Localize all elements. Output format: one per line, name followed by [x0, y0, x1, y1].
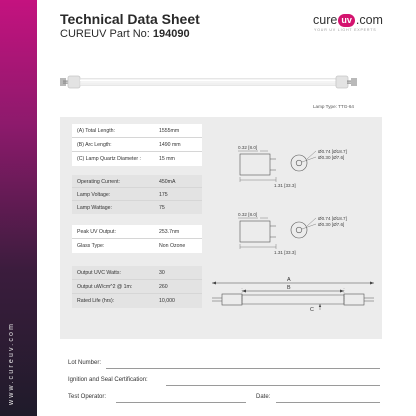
base-diagram-middle — [228, 202, 378, 262]
table-row — [72, 175, 202, 188]
table-row — [72, 188, 202, 201]
test-operator-field[interactable] — [116, 402, 246, 403]
ignition-seal-label: Ignition and Seal Certification: — [68, 377, 148, 383]
dim-label-bottom: 1.31 [33.3] — [274, 250, 296, 255]
spec-value: 1555mm — [159, 128, 180, 134]
lamp-type-label: Lamp Type: TTG-64 — [313, 104, 354, 109]
spec-label: (C) Lamp Quartz Diameter : — [77, 156, 141, 162]
spec-label: Output uW/cm^2 @ 1m: — [77, 284, 133, 290]
table-row — [72, 138, 202, 152]
test-operator-label: Test Operator: — [68, 394, 107, 400]
dim-label-bottom: 1.31 [33.3] — [274, 183, 296, 188]
spec-value: 15 mm — [159, 156, 175, 162]
dim-label-outer-diameter: Ø0.74 [Ø18.7] — [318, 216, 347, 221]
spec-label: Lamp Wattage: — [77, 205, 112, 211]
table-row — [72, 124, 202, 138]
dimensions-table — [72, 124, 202, 166]
table-row — [72, 225, 202, 239]
dim-label-inner-diameter: Ø0.30 [Ø7.6] — [318, 222, 345, 227]
spec-label: Output UVC Watts: — [77, 270, 121, 276]
table-row — [72, 201, 202, 214]
dim-label-left: 0.32 [8.0] — [238, 212, 258, 217]
spec-value: 450mA — [159, 179, 176, 185]
spec-label: Peak UV Output: — [77, 229, 116, 235]
date-label: Date: — [256, 394, 271, 400]
dim-b-label: B — [287, 285, 291, 291]
table-row — [72, 152, 202, 166]
uv-lamp-image — [60, 70, 360, 94]
spec-label: (B) Arc Length: — [77, 142, 112, 148]
spec-value: 1490 mm — [159, 142, 181, 148]
logo-tagline: YOUR UV LIGHT EXPERTS — [314, 28, 377, 32]
date-field[interactable] — [276, 402, 380, 403]
sidebar-band — [0, 0, 37, 416]
part-number-label: CUREUV Part No: — [60, 28, 150, 40]
cureuv-logo — [313, 13, 383, 27]
page-title: Technical Data Sheet — [60, 11, 200, 27]
spec-label: Operating Current: — [77, 179, 120, 185]
logo-uv-badge: uv — [338, 14, 355, 27]
lot-number-field[interactable] — [106, 368, 380, 369]
optical-table — [72, 225, 202, 253]
spec-value: 253.7nm — [159, 229, 180, 235]
lamp-length-diagram — [208, 268, 378, 328]
dim-c-label: C — [310, 307, 314, 313]
spec-label: Glass Type: — [77, 243, 105, 249]
lot-number-label: Lot Number: — [68, 360, 102, 366]
electrical-table — [72, 175, 202, 214]
spec-value: 260 — [159, 284, 168, 290]
spec-label: Rated Life (hrs): — [77, 298, 115, 304]
spec-value: 30 — [159, 270, 165, 276]
table-row — [72, 239, 202, 253]
spec-value: 175 — [159, 192, 168, 198]
dim-a-label: A — [287, 277, 291, 283]
spec-label: (A) Total Length: — [77, 128, 115, 134]
logo-suffix: .com — [355, 13, 383, 27]
table-row — [72, 294, 202, 308]
spec-label: Lamp Voltage: — [77, 192, 111, 198]
dim-label-outer-diameter: Ø0.74 [Ø18.7] — [318, 149, 347, 154]
dim-label-left: 0.32 [8.0] — [238, 145, 258, 150]
table-row — [72, 266, 202, 280]
part-number-value: 194090 — [152, 28, 190, 40]
spec-value: Non Ozone — [159, 243, 186, 249]
dim-label-inner-diameter: Ø0.30 [Ø7.6] — [318, 155, 345, 160]
certification-form — [60, 340, 382, 416]
table-row — [72, 280, 202, 294]
spec-value: 75 — [159, 205, 165, 211]
spec-value: 10,000 — [159, 298, 175, 304]
output-table — [72, 266, 202, 308]
ignition-seal-field[interactable] — [166, 385, 380, 386]
base-diagram-top — [228, 135, 378, 195]
sidebar-website-text: www.cureuv.com — [8, 321, 15, 405]
logo-prefix: cure — [313, 13, 338, 27]
part-number-line — [60, 28, 190, 40]
